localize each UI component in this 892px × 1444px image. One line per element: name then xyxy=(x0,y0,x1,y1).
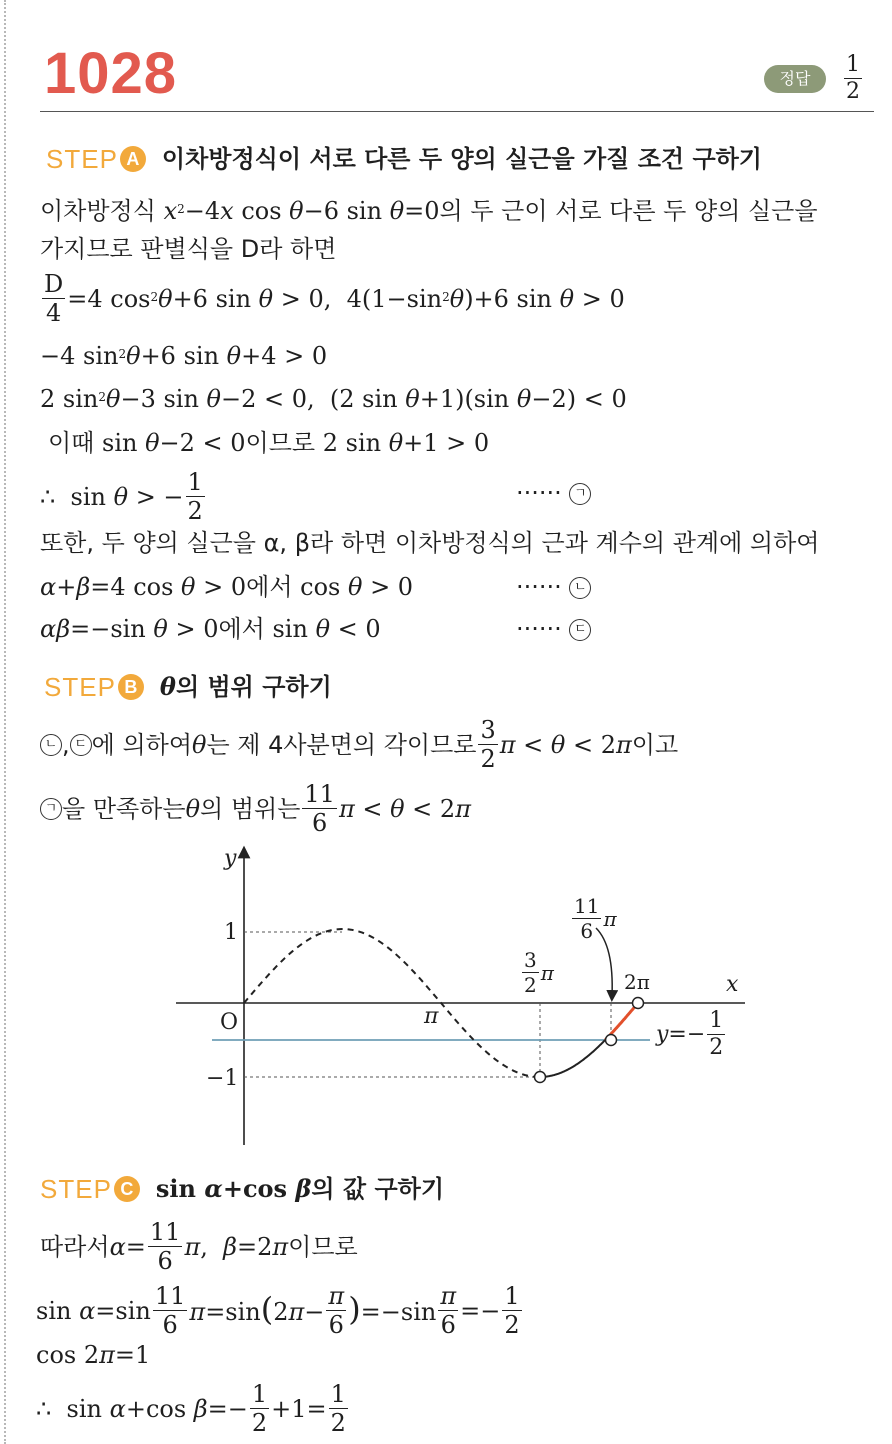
condition-2-marker: ······ ㄴ xyxy=(516,572,591,602)
step-b-line-2: ㄱ 을 만족하는 θ 의 범위는 $\frac{11}{6}$ π < θ < 2π xyxy=(40,782,471,835)
condition-1-marker: ······ ㄱ xyxy=(516,478,591,508)
tick-label-pi: π xyxy=(424,1004,439,1029)
problem-number: 1028 xyxy=(44,41,178,106)
result-sin-line: ∴ sin θ > − $\frac{1}{2}$ xyxy=(40,468,203,525)
step-a-badge: A xyxy=(120,146,146,172)
tick-label-one: 1 xyxy=(224,920,238,945)
final-answer-line: ∴ sin α+cos β=− $\frac{1}{2}$ +1= $\frac{1}{2}$ xyxy=(36,1380,346,1437)
sine-graph xyxy=(0,840,892,1160)
discriminant-line: $\frac{D}{4}$ =4 $\cos^2\theta+6$ sin θ > 0, $4(1-\sin^2\theta)+6$ sin θ > 0 xyxy=(44,270,625,327)
min-point xyxy=(535,1072,546,1083)
step-a-heading: STEP A 이차방정식이 서로 다른 두 양의 실근을 가질 조건 구하기 xyxy=(46,144,762,174)
tick-label-two-pi: 2π xyxy=(624,970,650,994)
condition-3-marker: ······ ㄷ xyxy=(516,614,591,644)
header-rule xyxy=(40,111,874,112)
cos-beta-line: cos 2π=1 xyxy=(36,1341,151,1369)
step-a-also-line: 또한, 두 양의 실근을 α, β라 하면 이차방정식의 근과 계수의 관계에 의하여 xyxy=(40,529,820,557)
two-pi-point xyxy=(633,998,644,1009)
x-axis-label: x xyxy=(726,972,739,997)
tick-label-neg-one: −1 xyxy=(206,1066,239,1091)
origin-label: O xyxy=(220,1010,239,1035)
step-c-heading: STEP C sin α+cos β 의 값 구하기 xyxy=(40,1174,445,1204)
sum-of-roots-line: α+β=4 cos θ > 0에서 cos θ > 0 xyxy=(40,573,414,601)
step-a-title: 이차방정식이 서로 다른 두 양의 실근을 가질 조건 구하기 xyxy=(161,145,762,173)
step-c-line-1: 따라서 α= $\frac{11}{6}$ π, β=2π 이므로 xyxy=(40,1218,358,1275)
step-b-line-1: ㄴ , ㄷ 에 의하여 θ 는 제 4사분면의 각이므로 $\frac{3}{2}$ π < θ < 2π 이고 xyxy=(40,718,678,771)
step-c-title: 의 값 구하기 xyxy=(311,1175,445,1203)
step-b-badge: B xyxy=(118,674,144,700)
horizontal-line-label: y=− $\frac{1}{2}$ xyxy=(656,1008,724,1060)
page-edge-dotted-line xyxy=(4,0,6,1444)
sin-alpha-line: sin α=sin $\frac{11}{6}$ π=sin(2π− $\frac{\pi}{6}$ )=−sin $\frac{\pi}{6}$ =− $\frac{1}{2}$ xyxy=(36,1282,520,1339)
step-c-badge: C xyxy=(114,1176,140,1202)
inequality-line-2: 2 $\sin^2\theta-3$ sin θ−2 < 0, (2 sin θ+1)(sin θ−2) < 0 xyxy=(40,385,627,413)
eleven-sixth-pi-point xyxy=(606,1035,617,1046)
step-a-line-2: 가지므로 판별식을 D라 하면 xyxy=(40,235,337,263)
answer-value: $\frac{1}{2}$ xyxy=(846,52,860,104)
inequality-line-1: −4 $\sin^2\theta+6$ sin θ+4 > 0 xyxy=(40,342,328,370)
tick-label-three-half-pi: $\frac{3}{2}$ π xyxy=(524,948,554,997)
tick-label-eleven-sixth-pi: $\frac{11}{6}$ π xyxy=(574,894,617,943)
answer-badge: 정답 xyxy=(764,65,826,93)
step-a-line-1: 이차방정식 $x^2-4x$ cos θ−6 sin θ=0의 두 근이 서로 다른 두 양의 실근을 xyxy=(40,197,818,225)
step-b-heading: STEP B θ 의 범위 구하기 xyxy=(44,672,332,702)
inequality-line-3: 이때 sin θ−2 < 0이므로 2 sin θ+1 > 0 xyxy=(48,429,490,457)
step-b-title: 의 범위 구하기 xyxy=(175,673,332,701)
product-of-roots-line: αβ=−sin θ > 0에서 sin θ < 0 xyxy=(40,615,381,643)
y-axis-label: y xyxy=(224,846,237,871)
sine-solid-curve xyxy=(540,1040,606,1077)
